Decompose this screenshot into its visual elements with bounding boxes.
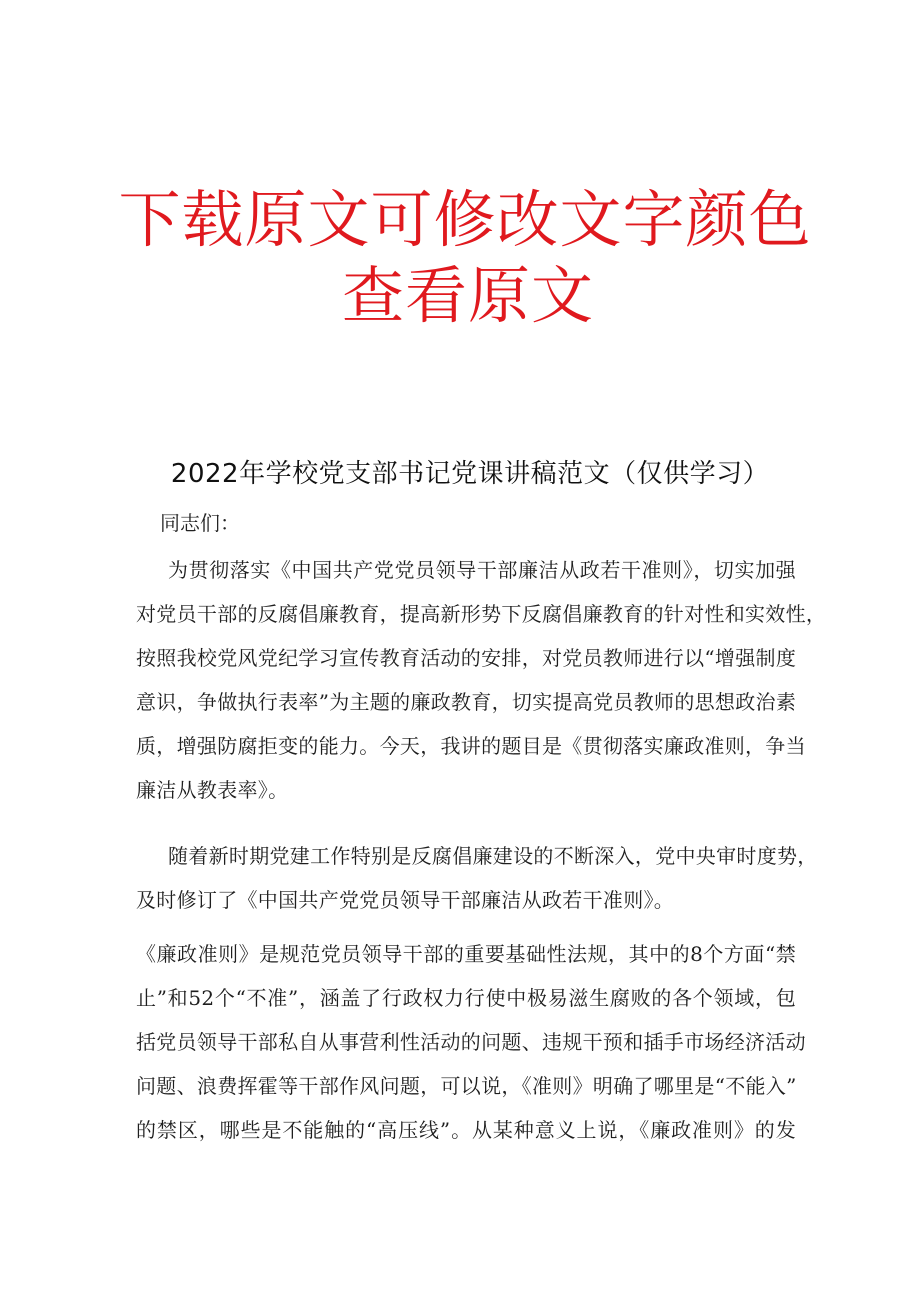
paragraph-line: 按照我校党风党纪学习宣传教育活动的安排，对党员教师进行以“增强制度 xyxy=(136,646,797,670)
paragraph-3 xyxy=(136,932,806,1152)
view-original-banner-line-2[interactable]: 查看原文 xyxy=(341,259,594,332)
paragraph-line: 及时修订了《中国共产党党员领导干部廉洁从政若干准则》。 xyxy=(136,888,675,912)
salutation: 同志们： xyxy=(160,511,240,535)
paragraph-2 xyxy=(136,834,818,922)
paragraph-line: 随着新时期党建工作特别是反腐倡廉建设的不断深入，党中央审时度势， xyxy=(168,844,818,868)
paragraph-1 xyxy=(136,548,827,812)
download-banner-line-1[interactable]: 下载原文可修改文字颜色 xyxy=(118,183,812,256)
document-title: 2022年学校党支部书记党课讲稿范文（仅供学习） xyxy=(170,459,770,489)
paragraph-line: 对党员干部的反腐倡廉教育，提高新形势下反腐倡廉教育的针对性和实效性， xyxy=(136,602,827,626)
paragraph-line: 质，增强防腐拒变的能力。今天，我讲的题目是《贯彻落实廉政准则，争当 xyxy=(136,734,806,758)
paragraph-line: 的禁区，哪些是不能触的“高压线”。从某种意义上说，《廉政准则》的发 xyxy=(136,1118,796,1142)
paragraph-line: 止”和52个“不准”，涵盖了行政权力行使中极易滋生腐败的各个领域，包 xyxy=(136,986,796,1010)
paragraph-line: 问题、浪费挥霍等干部作风问题，可以说，《准则》明确了哪里是“不能入” xyxy=(136,1074,797,1098)
paragraph-line: 廉洁从教表率》。 xyxy=(136,778,289,802)
paragraph-line: 括党员领导干部私自从事营利性活动的问题、违规干预和插手市场经济活动 xyxy=(136,1030,806,1054)
paragraph-line: 为贯彻落实《中国共产党党员领导干部廉洁从政若干准则》，切实加强 xyxy=(168,558,796,582)
paragraph-line: 《廉政准则》是规范党员领导干部的重要基础性法规，其中的8个方面“禁 xyxy=(136,942,796,966)
paragraph-line: 意识，争做执行表率”为主题的廉政教育，切实提高党员教师的思想政治素 xyxy=(136,690,797,714)
